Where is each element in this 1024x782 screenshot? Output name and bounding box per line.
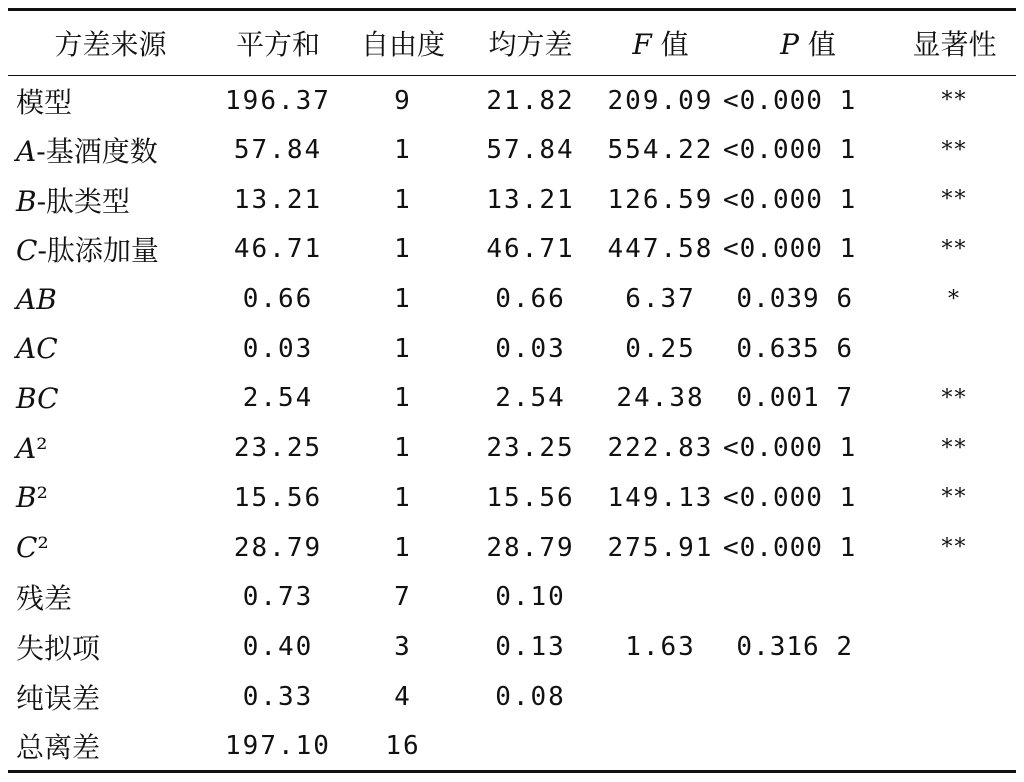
cell-significance bbox=[893, 324, 1016, 374]
cell-mean-square: 0.03 bbox=[495, 333, 566, 364]
cell-p-value: <0.000 1 bbox=[723, 234, 857, 265]
cell-mean-square: 0.13 bbox=[495, 631, 566, 662]
table-row bbox=[8, 274, 1016, 324]
cell-sum-of-squares: 197.10 bbox=[225, 730, 331, 761]
cell-significance: ** bbox=[941, 88, 968, 114]
cell-mean-square: 21.82 bbox=[486, 85, 575, 116]
cell-significance: ** bbox=[941, 535, 968, 561]
header-sum-of-squares: 平方和 bbox=[213, 10, 343, 76]
cell-p-value: 0.039 6 bbox=[736, 284, 853, 315]
table-row bbox=[8, 324, 1016, 374]
table-row bbox=[8, 125, 1016, 175]
table-row bbox=[8, 721, 1016, 771]
cell-p-value: 0.316 2 bbox=[736, 631, 853, 662]
cell-degrees-of-freedom: 9 bbox=[394, 85, 412, 116]
cell-sum-of-squares: 2.54 bbox=[242, 383, 314, 414]
cell-mean-square bbox=[463, 721, 598, 771]
cell-f-value: 554.22 bbox=[607, 135, 714, 166]
cell-mean-square: 46.71 bbox=[486, 234, 575, 265]
cell-mean-square: 0.66 bbox=[495, 284, 566, 315]
table-row bbox=[8, 374, 1016, 424]
cell-f-value bbox=[598, 721, 723, 771]
cell-p-value: 0.635 6 bbox=[736, 333, 853, 364]
cell-sum-of-squares: 46.71 bbox=[233, 234, 323, 265]
cell-f-value: 0.25 bbox=[625, 333, 696, 364]
cell-sum-of-squares: 0.40 bbox=[242, 631, 314, 662]
cell-degrees-of-freedom: 7 bbox=[394, 582, 412, 613]
table-row bbox=[8, 423, 1016, 473]
cell-p-value bbox=[723, 672, 893, 722]
cell-f-value: 126.59 bbox=[607, 184, 714, 215]
cell-degrees-of-freedom: 1 bbox=[394, 532, 412, 563]
table-row bbox=[8, 175, 1016, 225]
cell-degrees-of-freedom: 16 bbox=[385, 730, 421, 761]
cell-degrees-of-freedom: 1 bbox=[394, 482, 412, 513]
cell-f-value: 1.63 bbox=[625, 631, 696, 662]
cell-degrees-of-freedom: 1 bbox=[394, 234, 412, 265]
table-body bbox=[8, 76, 1016, 772]
cell-sum-of-squares: 0.73 bbox=[242, 582, 314, 613]
cell-sum-of-squares: 0.33 bbox=[242, 681, 314, 712]
cell-source: C² bbox=[16, 531, 49, 565]
cell-source: B-肽类型 bbox=[16, 184, 131, 218]
table-row bbox=[8, 523, 1016, 573]
table-row bbox=[8, 672, 1016, 722]
cell-p-value: <0.000 1 bbox=[723, 184, 857, 215]
header-f-value: F 值 bbox=[598, 10, 723, 76]
table-row bbox=[8, 76, 1016, 126]
header-mean-square: 均方差 bbox=[463, 10, 598, 76]
cell-significance: ** bbox=[941, 236, 968, 262]
cell-sum-of-squares: 57.84 bbox=[233, 135, 323, 166]
cell-source: 残差 bbox=[16, 582, 73, 616]
cell-f-value: 447.58 bbox=[607, 234, 714, 265]
cell-degrees-of-freedom: 1 bbox=[394, 433, 412, 464]
cell-source: 模型 bbox=[16, 85, 73, 119]
cell-p-value: <0.000 1 bbox=[723, 482, 857, 513]
table-row bbox=[8, 225, 1016, 275]
header-source: 方差来源 bbox=[8, 10, 213, 76]
cell-source: C-肽添加量 bbox=[16, 234, 159, 268]
cell-p-value: 0.001 7 bbox=[736, 383, 853, 414]
cell-sum-of-squares: 23.25 bbox=[233, 433, 323, 464]
anova-table bbox=[8, 8, 1016, 773]
cell-significance: ** bbox=[941, 435, 968, 461]
cell-significance bbox=[893, 572, 1016, 622]
cell-source: 失拟项 bbox=[16, 631, 101, 665]
cell-source: B² bbox=[16, 481, 48, 515]
header-row bbox=[8, 10, 1016, 76]
cell-p-value bbox=[723, 721, 893, 771]
cell-sum-of-squares: 13.21 bbox=[233, 184, 323, 215]
cell-p-value: <0.000 1 bbox=[723, 532, 857, 563]
cell-degrees-of-freedom: 4 bbox=[394, 681, 412, 712]
cell-p-value: <0.000 1 bbox=[723, 135, 857, 166]
cell-source: 纯误差 bbox=[16, 681, 101, 715]
cell-sum-of-squares: 0.66 bbox=[242, 284, 314, 315]
cell-degrees-of-freedom: 3 bbox=[394, 631, 412, 662]
header-p-value: P 值 bbox=[723, 10, 893, 76]
table-row bbox=[8, 622, 1016, 672]
cell-p-value: <0.000 1 bbox=[723, 433, 857, 464]
cell-f-value: 24.38 bbox=[616, 383, 705, 414]
cell-p-value bbox=[723, 572, 893, 622]
cell-source: 总离差 bbox=[16, 730, 101, 764]
cell-mean-square: 2.54 bbox=[495, 383, 566, 414]
header-significance: 显著性 bbox=[893, 10, 1016, 76]
cell-significance bbox=[893, 622, 1016, 672]
cell-source: A² bbox=[16, 431, 48, 465]
cell-significance bbox=[893, 721, 1016, 771]
cell-mean-square: 57.84 bbox=[486, 135, 575, 166]
cell-mean-square: 15.56 bbox=[486, 482, 575, 513]
cell-source: BC bbox=[16, 381, 59, 415]
table-row bbox=[8, 473, 1016, 523]
cell-sum-of-squares: 15.56 bbox=[233, 482, 323, 513]
cell-f-value: 222.83 bbox=[607, 433, 714, 464]
cell-source: AC bbox=[16, 332, 58, 366]
cell-mean-square: 28.79 bbox=[486, 532, 575, 563]
cell-sum-of-squares: 0.03 bbox=[242, 333, 314, 364]
cell-f-value: 149.13 bbox=[607, 482, 714, 513]
cell-significance: ** bbox=[941, 137, 968, 163]
cell-significance: ** bbox=[941, 385, 968, 411]
cell-f-value: 275.91 bbox=[607, 532, 714, 563]
cell-sum-of-squares: 196.37 bbox=[225, 85, 331, 116]
cell-significance: * bbox=[948, 286, 961, 312]
table-row bbox=[8, 572, 1016, 622]
cell-degrees-of-freedom: 1 bbox=[394, 333, 412, 364]
header-degrees-of-freedom: 自由度 bbox=[343, 10, 463, 76]
cell-sum-of-squares: 28.79 bbox=[233, 532, 323, 563]
cell-significance bbox=[893, 672, 1016, 722]
cell-degrees-of-freedom: 1 bbox=[394, 284, 412, 315]
cell-degrees-of-freedom: 1 bbox=[394, 383, 412, 414]
cell-source: A-基酒度数 bbox=[16, 135, 158, 169]
cell-source: AB bbox=[16, 282, 57, 316]
cell-mean-square: 0.10 bbox=[495, 582, 566, 613]
cell-significance: ** bbox=[941, 187, 968, 213]
cell-mean-square: 13.21 bbox=[486, 184, 575, 215]
cell-f-value bbox=[598, 572, 723, 622]
cell-significance: ** bbox=[941, 485, 968, 511]
cell-p-value: <0.000 1 bbox=[723, 85, 857, 116]
cell-mean-square: 23.25 bbox=[486, 433, 575, 464]
cell-mean-square: 0.08 bbox=[495, 681, 566, 712]
cell-f-value: 209.09 bbox=[607, 85, 714, 116]
cell-degrees-of-freedom: 1 bbox=[394, 135, 412, 166]
cell-degrees-of-freedom: 1 bbox=[394, 184, 412, 215]
cell-f-value bbox=[598, 672, 723, 722]
cell-f-value: 6.37 bbox=[625, 284, 696, 315]
